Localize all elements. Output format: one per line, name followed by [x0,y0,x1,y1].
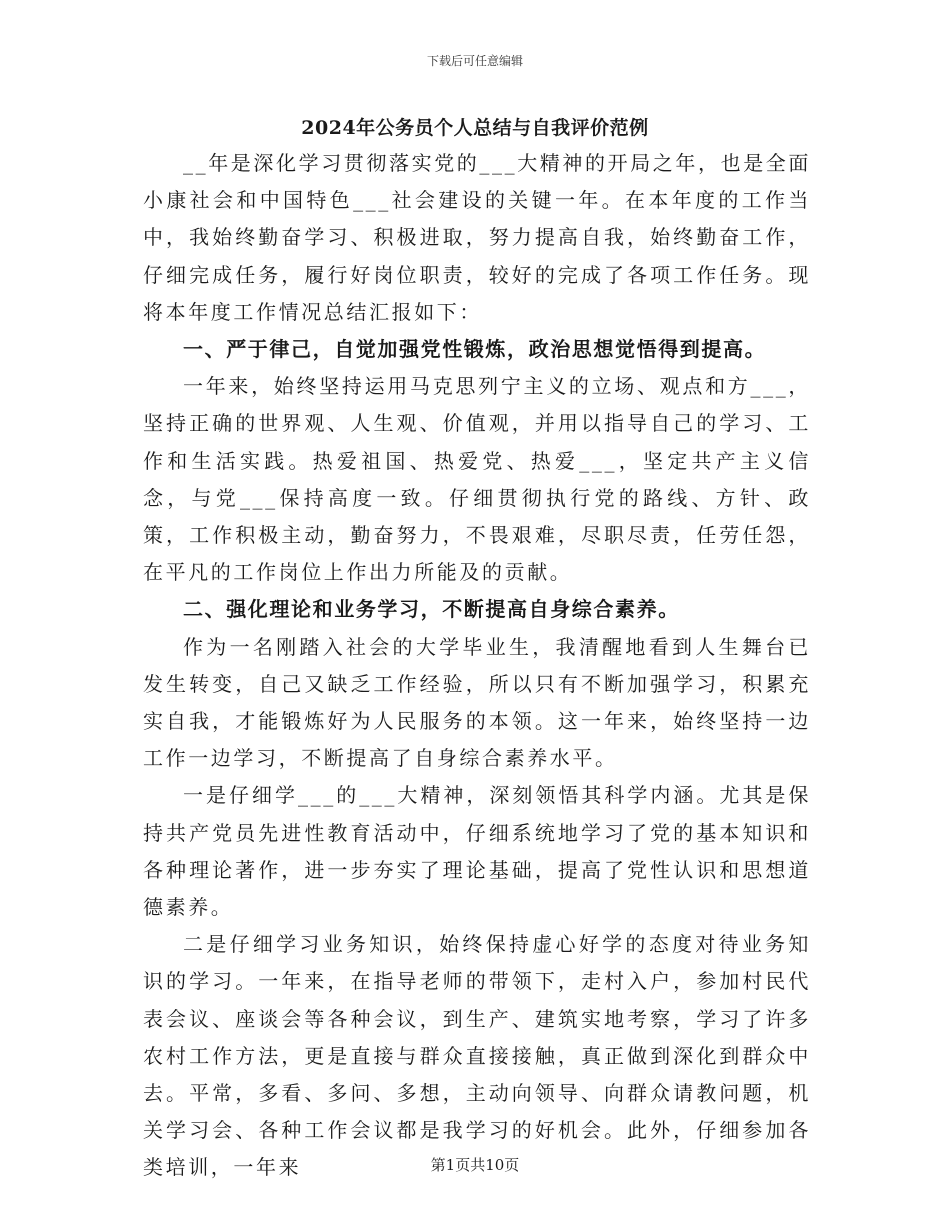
section-2-paragraph-1: 作为一名刚踏入社会的大学毕业生，我清醒地看到人生舞台已发生转变，自己又缺乏工作经验，所以只有不断加强学习，积累充实自我，才能锻炼好为人民服务的本领。这一年来，始终坚持一边工作一边学习，不断提高了自身综合素养水平。 [143,634,811,771]
header-note: 下载后可任意编辑 [426,54,523,68]
section-2-paragraph-3: 二是仔细学习业务知识，始终保持虚心好学的态度对待业务知识的学习。一年来，在指导老师的带领下，走村入户，参加村民代表会议、座谈会等各种会议，到生产、建筑实地考察，学习了许多农村工作方法，更是直接与群众直接接触，真正做到深化到群众中去。平常，多看、多问、多想，主动向领导、向群众请教问题，机关学习会、各种工作会议都是我学习的好机会。此外，仔细参加各类培训，一年来 [143,932,811,1180]
page-number: 第1页共10页 [430,1156,520,1174]
section-2-paragraph-2: 一是仔细学___的___大精神，深刻领悟其科学内涵。尤其是保持共产党员先进性教育活动中，仔细系统地学习了党的基本知识和各种理论著作，进一步夯实了理论基础，提高了党性认识和思想道德素养。 [143,783,811,920]
section-1-heading: 一、严于律己，自觉加强党性锻炼，政治思想觉悟得到提高。 [183,337,767,362]
section-2-heading: 二、强化理论和业务学习，不断提高自身综合素养。 [183,597,680,622]
document-title: 2024年公务员个人总结与自我评价范例 [301,117,649,139]
section-1-paragraph: 一年来，始终坚持运用马克思列宁主义的立场、观点和方___，坚持正确的世界观、人生观、价值观，并用以指导自己的学习、工作和生活实践。热爱祖国、热爱党、热爱___，坚定共产主义信念，与党___保持高度一致。仔细贯彻执行党的路线、方针、政策，工作积极主动，勤奋努力，不畏艰难，尽职尽责，任劳任怨，在平凡的工作岗位上作出力所能及的贡献。 [143,374,811,585]
intro-paragraph: __年是深化学习贯彻落实党的___大精神的开局之年，也是全面小康社会和中国特色___社会建设的关键一年。在本年度的工作当中，我始终勤奋学习、积极进取，努力提高自我，始终勤奋工作，仔细完成任务，履行好岗位职责，较好的完成了各项工作任务。现将本年度工作情况总结汇报如下： [143,151,811,324]
document-body [143,145,811,1187]
